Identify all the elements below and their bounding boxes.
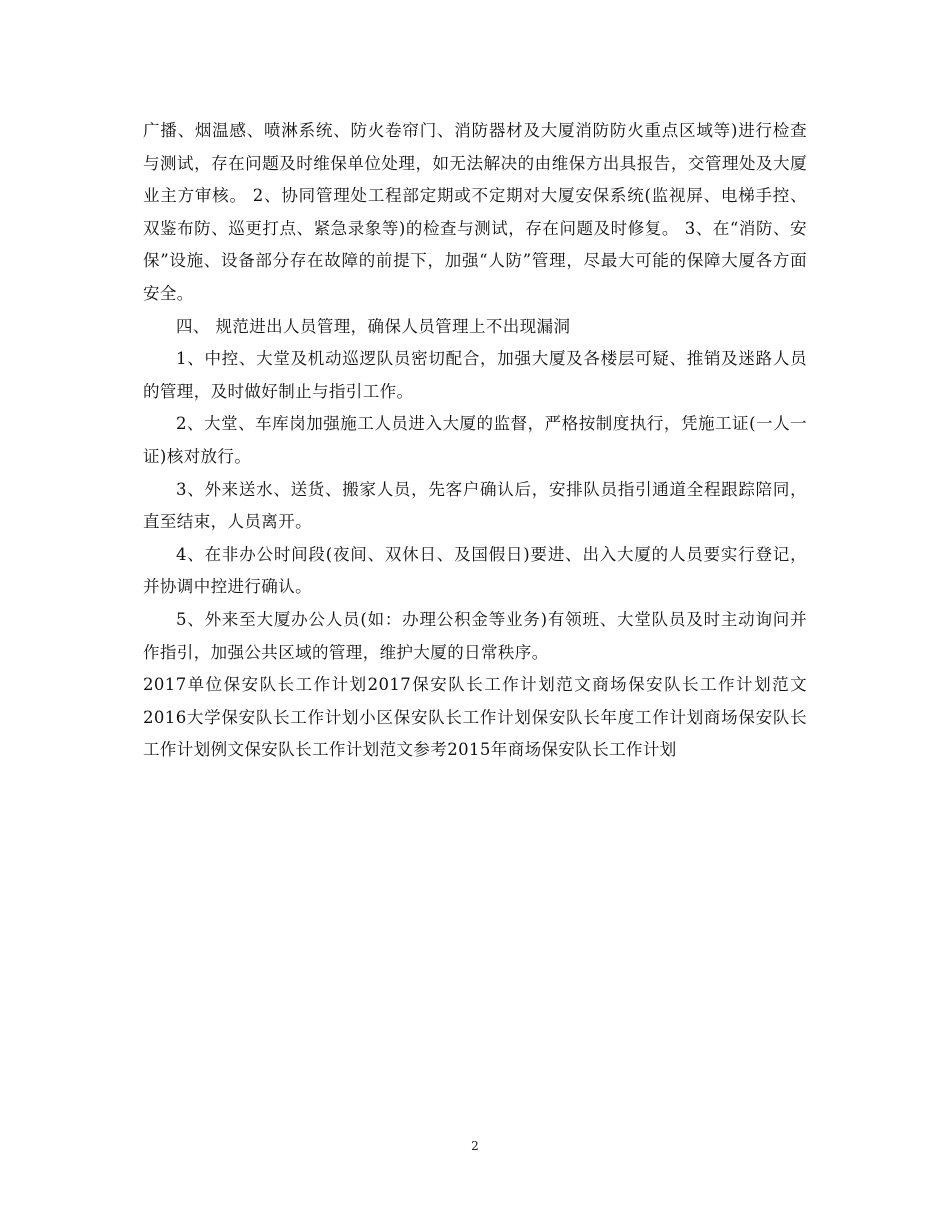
document-body — [143, 115, 807, 767]
page-number: 2 — [471, 1139, 479, 1153]
related-titles-paragraph: 2017单位保安队长工作计划2017保安队长工作计划范文商场保安队长工作计划范文2016大学保安队长工作计划小区保安队长工作计划保安队长年度工作计划商场保安队长工作计划例文保安队长工作计划范文参考2015年商场保安队长工作计划 — [143, 675, 807, 760]
paragraph-maintenance-continued: 广播、烟温感、喷淋系统、防火卷帘门、消防器材及大厦消防防火重点区域等)进行检查与测试，存在问题及时维保单位处理，如无法解决的由维保方出具报告，交管理处及大厦业主方审核。 2、协同管理处工程部定期或不定期对大厦安保系统(监视屏、电梯手控、双鉴布防、巡更打点、紧急录象等)的检查与测试，存在问题及时修复。 3、在“消防、安保”设施、设备部分存在故障的前提下，加强“人防”管理，尽最大可能的保障大厦各方面安全。 — [143, 121, 807, 303]
paragraph-item-4: 4、在非办公时间段(夜间、双休日、及国假日)要进、出入大厦的人员要实行登记，并协调中控进行确认。 — [143, 544, 807, 597]
paragraph-item-3: 3、外来送水、送货、搬家人员，先客户确认后，安排队员指引通道全程跟踪陪同，直至结束，人员离开。 — [143, 479, 807, 532]
paragraph-item-2: 2、大堂、车库岗加强施工人员进入大厦的监督，严格按制度执行，凭施工证(一人一证)核对放行。 — [143, 414, 807, 466]
paragraph-item-1: 1、中控、大堂及机动巡逻队员密切配合，加强大厦及各楼层可疑、推销及迷路人员的管理，及时做好制止与指引工作。 — [143, 349, 807, 401]
section-heading-personnel-management: 四、 规范进出人员管理，确保人员管理上不出现漏洞 — [176, 316, 571, 336]
paragraph-item-5: 5、外来至大厦办公人员(如：办理公积金等业务)有领班、大堂队员及时主动询问并作指引，加强公共区域的管理，维护大厦的日常秩序。 — [143, 609, 807, 662]
